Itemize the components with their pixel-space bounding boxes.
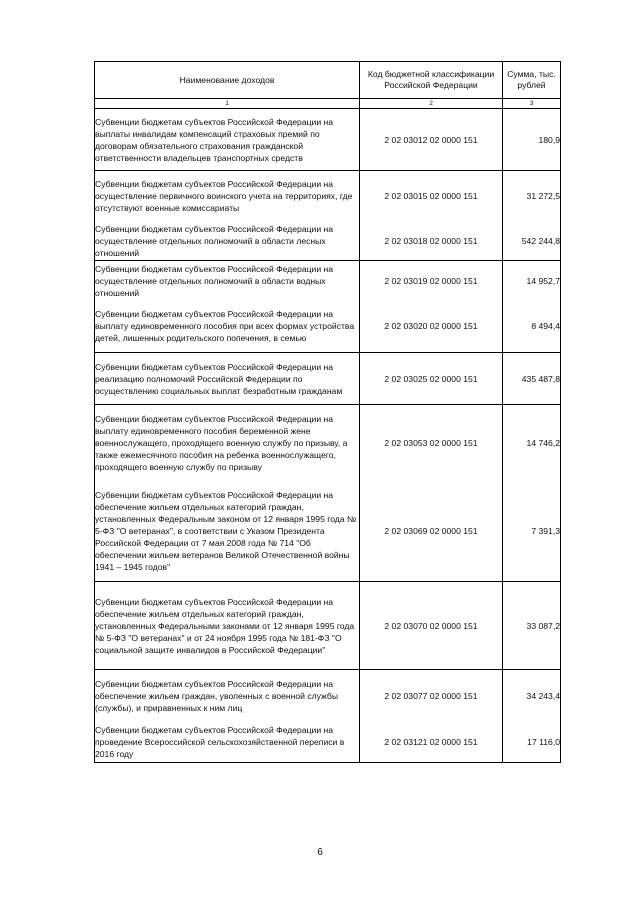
revenue-table — [94, 61, 561, 763]
row-name: Субвенции бюджетам субъектов Российской Федерации на обеспечение жильем отдельных категорий граждан, установленных Федеральным законом от 12 января 1995 года № 5-ФЗ "О ветеранах", в соответствии с Указом Президента Российской Федерации от 7 мая 2008 года № 714 "Об обеспечении жильем ветеранов Великой Отечественной войны 1941 – 1945 годов" — [95, 482, 360, 582]
row-name: Субвенции бюджетам субъектов Российской Федерации на выплату единовременного пособия при всех формах устройства детей, лишенных родительского попечения, в семью — [95, 301, 360, 353]
row-code: 2 02 03121 02 0000 151 — [360, 722, 503, 763]
table-row — [95, 405, 561, 482]
header-name: Наименование доходов — [95, 62, 360, 99]
row-sum: 31 272,5 — [503, 171, 561, 222]
table-row — [95, 582, 561, 670]
table-row — [95, 722, 561, 763]
table-row — [95, 353, 561, 405]
column-number-row — [95, 99, 561, 109]
table-row — [95, 222, 561, 261]
row-sum: 17 116,0 — [503, 722, 561, 763]
table-row — [95, 670, 561, 722]
table-row — [95, 482, 561, 582]
row-sum: 435 487,8 — [503, 353, 561, 405]
row-sum: 34 243,4 — [503, 670, 561, 722]
header-code: Код бюджетной классификации Российской Федерации — [360, 62, 503, 99]
row-name: Субвенции бюджетам субъектов Российской Федерации на обеспечение жильем граждан, уволенных с военной службы (службы), и приравненных к ним лиц — [95, 670, 360, 722]
row-name: Субвенции бюджетам субъектов Российской Федерации на выплаты инвалидам компенсаций страховых премий по договорам обязательного страхования гражданской ответственности владельцев транспортных средств — [95, 109, 360, 171]
row-name: Субвенции бюджетам субъектов Российской Федерации на осуществление отдельных полномочий в области лесных отношений — [95, 222, 360, 261]
row-code: 2 02 03012 02 0000 151 — [360, 109, 503, 171]
column-number-1: 1 — [95, 99, 360, 109]
row-sum: 7 391,3 — [503, 482, 561, 582]
row-code: 2 02 03070 02 0000 151 — [360, 582, 503, 670]
row-code: 2 02 03077 02 0000 151 — [360, 670, 503, 722]
row-name: Субвенции бюджетам субъектов Российской Федерации на осуществление первичного воинского учета на территориях, где отсутствуют военные комиссариаты — [95, 171, 360, 222]
header-sum: Сумма, тыс. рублей — [503, 62, 561, 99]
table-row — [95, 109, 561, 171]
table-row — [95, 261, 561, 301]
table-row — [95, 171, 561, 222]
row-name: Субвенции бюджетам субъектов Российской Федерации на выплату единовременного пособия беременной жене военнослужащего, проходящего военную службу по призыву, а также ежемесячного пособия на ребенка военнослужащего, проходящего военную службу по призыву — [95, 405, 360, 482]
column-number-2: 2 — [360, 99, 503, 109]
row-code: 2 02 03019 02 0000 151 — [360, 261, 503, 301]
row-sum: 33 087,2 — [503, 582, 561, 670]
row-sum: 14 746,2 — [503, 405, 561, 482]
row-name: Субвенции бюджетам субъектов Российской Федерации на обеспечение жильем отдельных категорий граждан, установленных Федеральными законами от 12 января 1995 года № 5-ФЗ "О ветеранах" и от 24 ноября 1995 года № 181-ФЗ "О социальной защите инвалидов в Российской Федерации" — [95, 582, 360, 670]
row-code: 2 02 03025 02 0000 151 — [360, 353, 503, 405]
row-name: Субвенции бюджетам субъектов Российской Федерации на реализацию полномочий Российской Федерации по осуществлению социальных выплат безработным гражданам — [95, 353, 360, 405]
row-sum: 542 244,8 — [503, 222, 561, 261]
row-code: 2 02 03069 02 0000 151 — [360, 482, 503, 582]
row-sum: 8 494,4 — [503, 301, 561, 353]
row-sum: 14 952,7 — [503, 261, 561, 301]
row-name: Субвенции бюджетам субъектов Российской Федерации на осуществление отдельных полномочий в области водных отношений — [95, 261, 360, 301]
row-code: 2 02 03018 02 0000 151 — [360, 222, 503, 261]
row-name: Субвенции бюджетам субъектов Российской Федерации на проведение Всероссийской сельскохозяйственной переписи в 2016 году — [95, 722, 360, 763]
row-sum: 180,9 — [503, 109, 561, 171]
column-number-3: 3 — [503, 99, 561, 109]
row-code: 2 02 03053 02 0000 151 — [360, 405, 503, 482]
row-code: 2 02 03015 02 0000 151 — [360, 171, 503, 222]
page-number: 6 — [317, 847, 323, 858]
table-header-row — [95, 62, 561, 99]
table-row — [95, 301, 561, 353]
row-code: 2 02 03020 02 0000 151 — [360, 301, 503, 353]
